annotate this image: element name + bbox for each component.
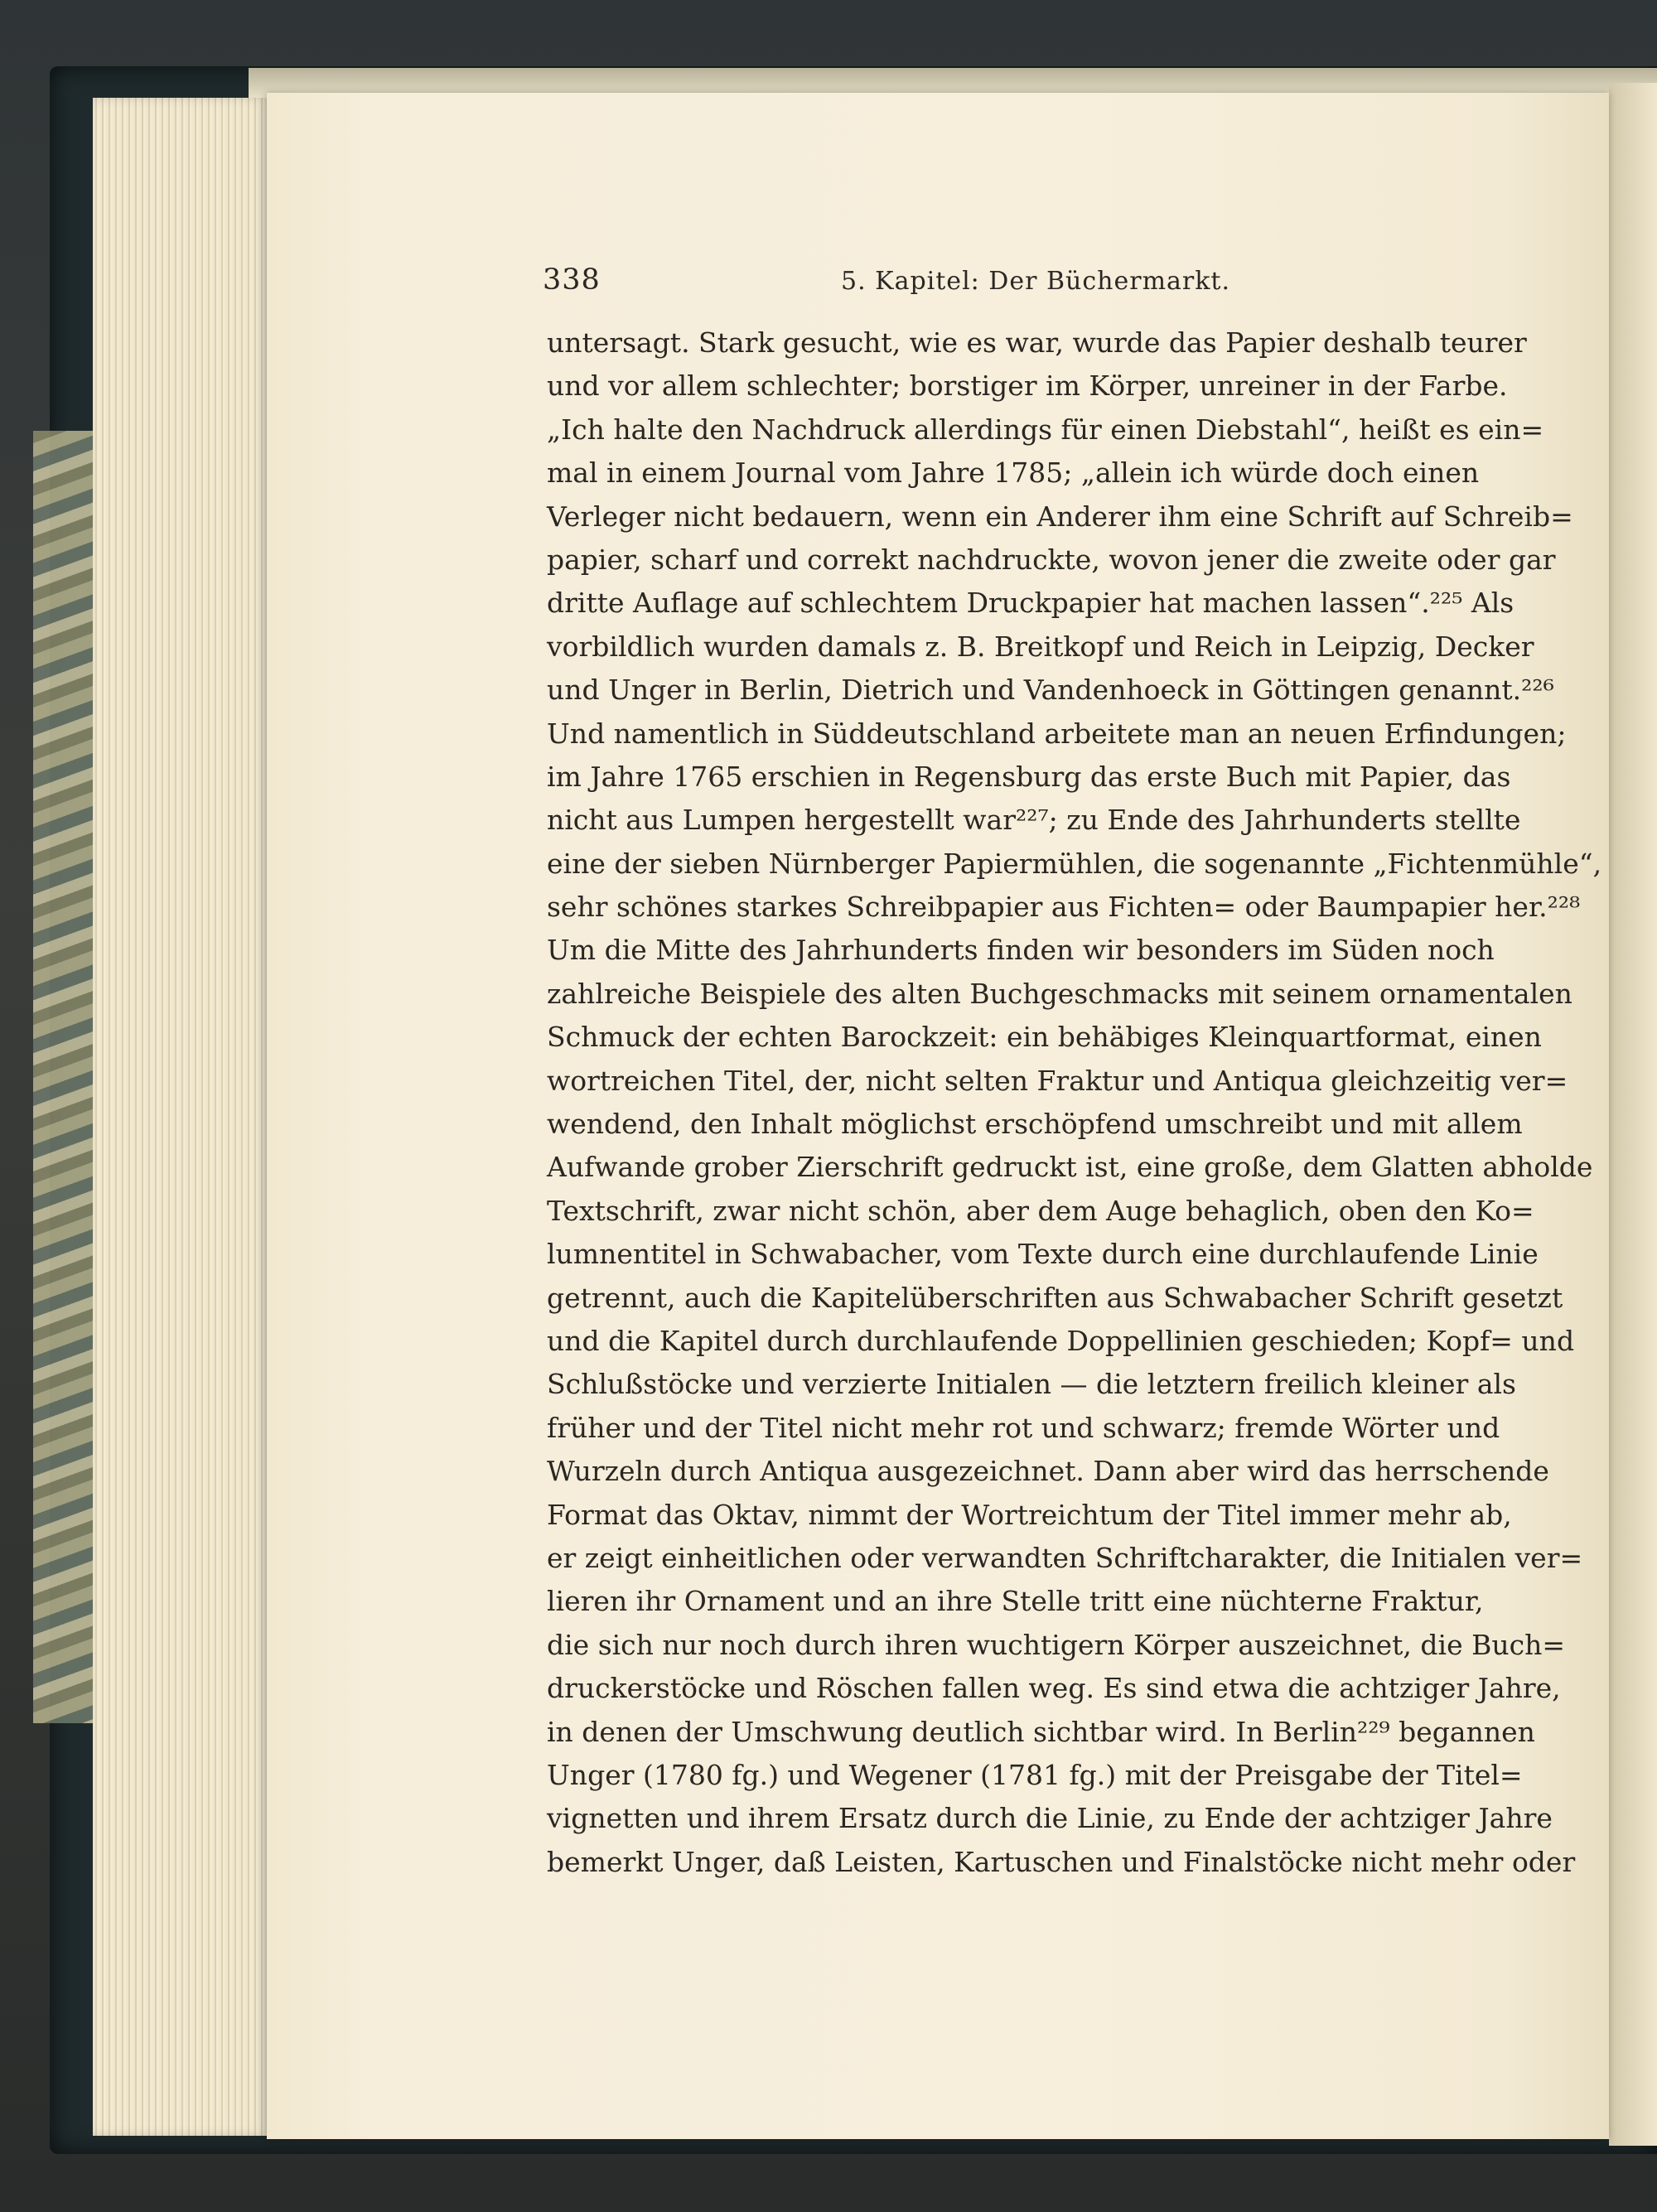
text-line: „Ich halte den Nachdruck allerdings für einen Diebstahl“, heißt es ein= xyxy=(547,413,1544,446)
text-line: zahlreiche Beispiele des alten Buchgeschmacks mit seinem ornamentalen xyxy=(547,977,1572,1010)
text-line: die sich nur noch durch ihren wuchtigern Körper auszeichnet, die Buch= xyxy=(547,1628,1565,1661)
page-header xyxy=(543,263,1487,305)
page-stack-edge xyxy=(93,98,267,2136)
text-line: Und namentlich in Süddeutschland arbeitete man an neuen Erfindungen; xyxy=(547,717,1567,750)
text-line: Wurzeln durch Antiqua ausgezeichnet. Dann aber wird das herrschende xyxy=(547,1455,1549,1488)
page-number: 338 xyxy=(543,263,601,297)
text-line: papier, scharf und correkt nachdruckte, wovon jener die zweite oder gar xyxy=(547,543,1556,576)
text-line: lumnentitel in Schwabacher, vom Texte durch eine durchlaufende Linie xyxy=(547,1238,1539,1271)
text-line: Verleger nicht bedauern, wenn ein Anderer ihm eine Schrift auf Schreib= xyxy=(547,500,1573,533)
text-line: Schlußstöcke und verzierte Initialen — die letztern freilich kleiner als xyxy=(547,1368,1516,1401)
text-line: druckerstöcke und Röschen fallen weg. Es sind etwa die achtziger Jahre, xyxy=(547,1672,1561,1705)
text-line: und Unger in Berlin, Dietrich und Vandenhoeck in Göttingen genannt.²²⁶ xyxy=(547,674,1554,707)
text-line: im Jahre 1765 erschien in Regensburg das erste Buch mit Papier, das xyxy=(547,760,1511,793)
text-line: Unger (1780 fg.) und Wegener (1781 fg.) mit der Preisgabe der Titel= xyxy=(547,1758,1523,1791)
text-line: er zeigt einheitlichen oder verwandten Schriftcharakter, die Initialen ver= xyxy=(547,1541,1583,1574)
text-line: lieren ihr Ornament und an ihre Stelle tritt eine nüchterne Fraktur, xyxy=(547,1585,1484,1618)
text-line: wendend, den Inhalt möglichst erschöpfend umschreibt und mit allem xyxy=(547,1108,1523,1141)
text-line: getrennt, auch die Kapitelüberschriften aus Schwabacher Schrift gesetzt xyxy=(547,1281,1563,1314)
facing-page-edge xyxy=(1609,83,1657,2146)
text-line: in denen der Umschwung deutlich sichtbar wird. In Berlin²²⁹ begannen xyxy=(547,1715,1535,1748)
running-title: 5. Kapitel: Der Büchermarkt. xyxy=(841,267,1231,296)
text-line: Textschrift, zwar nicht schön, aber dem Auge behaglich, oben den Ko= xyxy=(547,1194,1534,1227)
text-line: Schmuck der echten Barockzeit: ein behäbiges Kleinquartformat, einen xyxy=(547,1021,1542,1054)
text-line: bemerkt Unger, daß Leisten, Kartuschen und Finalstöcke nicht mehr oder xyxy=(547,1845,1576,1878)
text-line: Format das Oktav, nimmt der Wortreichtum der Titel immer mehr ab, xyxy=(547,1498,1512,1531)
text-line: mal in einem Journal vom Jahre 1785; „allein ich würde doch einen xyxy=(547,456,1480,490)
text-line: und die Kapitel durch durchlaufende Doppellinien geschieden; Kopf= und xyxy=(547,1324,1575,1357)
text-line: sehr schönes starkes Schreibpapier aus Fichten= oder Baumpapier her.²²⁸ xyxy=(547,891,1581,924)
text-line: und vor allem schlechter; borstiger im Körper, unreiner in der Farbe. xyxy=(547,369,1508,403)
text-line: vorbildlich wurden damals z. B. Breitkopf und Reich in Leipzig, Decker xyxy=(547,630,1534,663)
text-line: wortreichen Titel, der, nicht selten Fraktur und Antiqua gleichzeitig ver= xyxy=(547,1064,1568,1097)
text-line: vignetten und ihrem Ersatz durch die Linie, zu Ende der achtziger Jahre xyxy=(547,1802,1553,1835)
body-text xyxy=(547,321,1602,1884)
text-line: Um die Mitte des Jahrhunderts finden wir besonders im Süden noch xyxy=(547,934,1495,967)
text-line: dritte Auflage auf schlechtem Druckpapier hat machen lassen“.²²⁵ Als xyxy=(547,587,1514,620)
text-line: eine der sieben Nürnberger Papiermühlen, die sogenannte „Fichtenmühle“, xyxy=(547,847,1602,880)
text-line: untersagt. Stark gesucht, wie es war, wurde das Papier deshalb teurer xyxy=(547,326,1527,359)
text-line: nicht aus Lumpen hergestellt war²²⁷; zu Ende des Jahrhunderts stellte xyxy=(547,804,1521,837)
text-line: Aufwande grober Zierschrift gedruckt ist, eine große, dem Glatten abholde xyxy=(547,1151,1593,1184)
text-line: früher und der Titel nicht mehr rot und schwarz; fremde Wörter und xyxy=(547,1411,1500,1444)
